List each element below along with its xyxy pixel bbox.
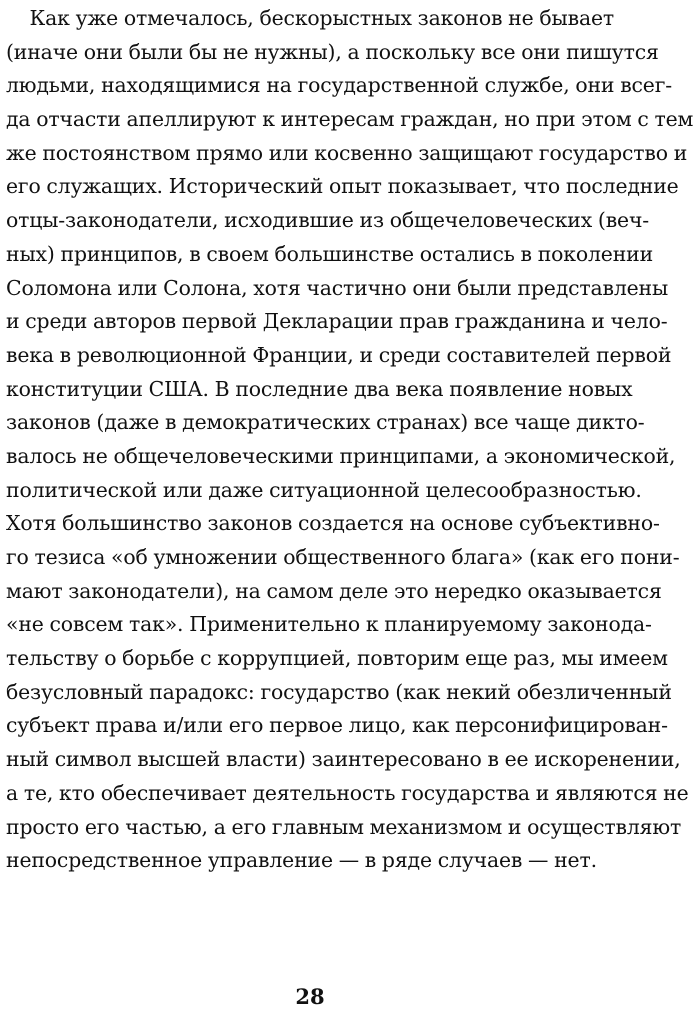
- text-line: же постоянством прямо или косвенно защищают государство и: [6, 140, 688, 165]
- text-line: субъект права и/или его первое лицо, как персонифицирован-: [6, 713, 668, 738]
- text-line: Хотя большинство законов создается на основе субъективно-: [6, 511, 660, 536]
- text-line: а те, кто обеспечивает деятельность государства и являются не: [6, 780, 689, 805]
- page-number: 28: [295, 984, 325, 1009]
- text-line: Соломона или Солона, хотя частично они были представлены: [6, 275, 669, 300]
- body-paragraph: [6, 2, 693, 878]
- text-line: конституции США. В последние два века появление новых: [6, 376, 633, 401]
- text-line: да отчасти апеллируют к интересам граждан, но при этом с тем: [6, 107, 693, 132]
- text-line: политической или даже ситуационной целесообразностью.: [6, 477, 642, 502]
- text-line: го тезиса «об умножении общественного блага» (как его пони-: [6, 545, 680, 569]
- text-line: просто его частью, а его главным механизмом и осуществляют: [6, 814, 682, 839]
- text-line: ный символ высшей власти) заинтересовано в ее искоренении,: [6, 747, 681, 772]
- text-line: (иначе они были бы не нужны), а поскольку все они пишутся: [6, 39, 659, 64]
- text-line: людьми, находящимися на государственной службе, они всег-: [6, 73, 672, 98]
- text-line: мают законодатели), на самом деле это нередко оказывается: [6, 578, 662, 603]
- text-line: «не совсем так». Применительно к планируемому законода-: [6, 612, 652, 637]
- text-line: Как уже отмечалось, бескорыстных законов не бывает: [6, 6, 614, 30]
- text-line: века в революционной Франции, и среди составителей первой: [6, 342, 672, 367]
- text-line: и среди авторов первой Декларации прав гражданина и чело-: [6, 309, 668, 334]
- text-line: валось не общечеловеческими принципами, а экономической,: [6, 443, 676, 468]
- text-line: его служащих. Исторический опыт показывает, что последние: [6, 174, 679, 199]
- text-line: тельству о борьбе с коррупцией, повторим еще раз, мы имеем: [6, 646, 668, 671]
- text-line: безусловный парадокс: государство (как некий обезличенный: [6, 679, 672, 704]
- text-line: ных) принципов, в своем большинстве остались в поколении: [6, 241, 654, 266]
- text-line-last: непосредственное управление — в ряде случаев — нет.: [6, 848, 597, 873]
- text-line: законов (даже в демократических странах) все чаще дикто-: [6, 410, 645, 435]
- text-line: отцы-законодатели, исходившие из общечеловеческих (веч-: [6, 208, 650, 233]
